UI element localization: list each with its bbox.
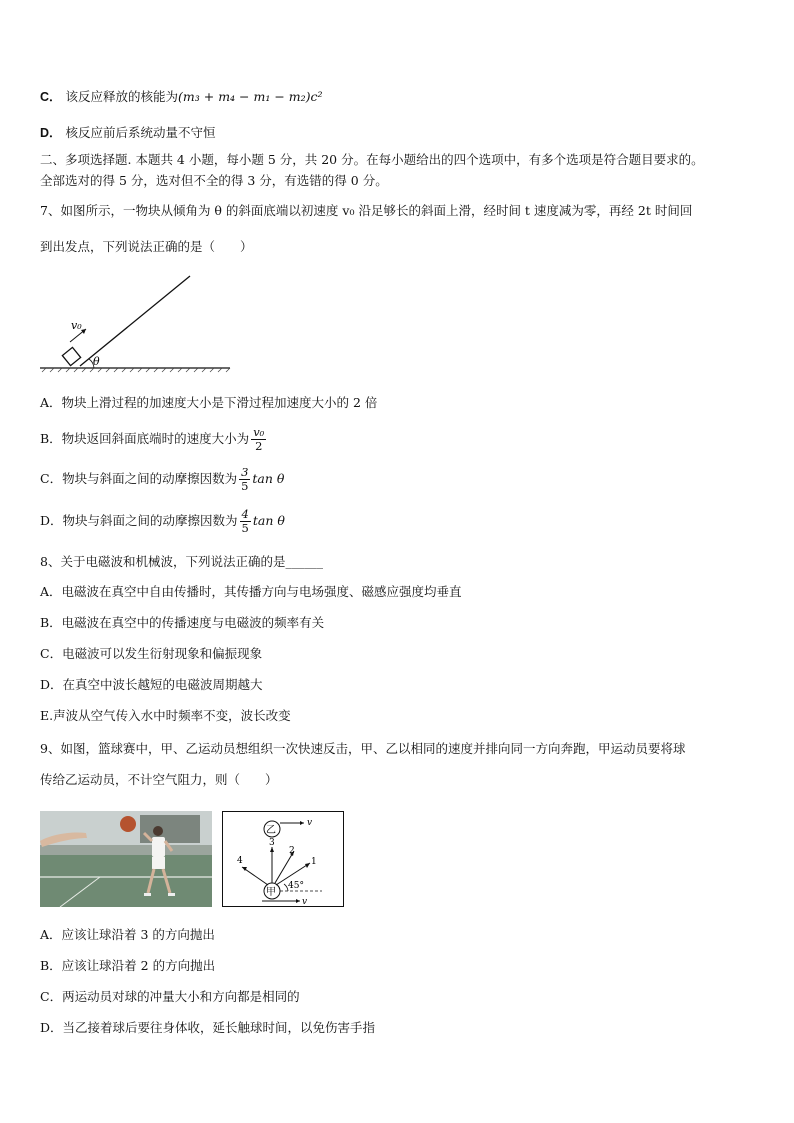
- q8-option-e: E.声波从空气传入水中时频率不变，波长改变: [40, 708, 291, 723]
- q7-option-b-text: B．物块返回斜面底端时的速度大小为: [40, 431, 250, 446]
- q9-stem-line1: 9、如图，篮球赛中，甲、乙运动员想组织一次快速反击，甲、乙以相同的速度并排向同一方向奔跑，甲运动员要将球: [40, 741, 686, 756]
- q7-option-c-text: C．物块与斜面之间的动摩擦因数为: [40, 471, 238, 486]
- q7-option-a: A．物块上滑过程的加速度大小是下滑过程加速度大小的 2 倍: [40, 395, 378, 410]
- q7-incline-figure: [38, 272, 233, 377]
- q9-direction-diagram: [222, 811, 344, 907]
- player-jia-label: 甲: [266, 887, 276, 898]
- basketball: [120, 816, 136, 832]
- q7-stem-line1: 7、如图所示，一物块从倾角为 θ 的斜面底端以初速度 v₀ 沿足够长的斜面上滑，经时间 t 速度减为零，再经 2t 时间回: [40, 203, 693, 218]
- q6-option-c-label: C．: [40, 90, 62, 104]
- section2-instruction-1: 二、多项选择题. 本题共 4 小题，每小题 5 分，共 20 分。在每小题给出的四个选项中，有多个选项是符合题目要求的。: [40, 152, 704, 167]
- jia-velocity-label: v: [302, 897, 308, 907]
- direction-3-label: 3: [269, 838, 275, 848]
- direction-4-label: 4: [237, 856, 243, 866]
- q9-option-b: B．应该让球沿着 2 的方向抛出: [40, 958, 216, 973]
- q7-option-c-tan: tan θ: [252, 471, 285, 486]
- q8-option-a: A．电磁波在真空中自由传播时，其传播方向与电场强度、磁感应强度均垂直: [40, 584, 462, 599]
- q8-option-d: D．在真空中波长越短的电磁波周期越大: [40, 677, 263, 692]
- q7-option-d-fraction: $\frac{4}{5}$: [241, 507, 249, 535]
- q9-option-a: A．应该让球沿着 3 的方向抛出: [40, 927, 215, 942]
- q7-stem-line2: 到出发点，下列说法正确的是（ ）: [40, 239, 253, 254]
- q8-option-c: C．电磁波可以发生衍射现象和偏振现象: [40, 646, 263, 661]
- q8-stem: 8、关于电磁波和机械波，下列说法正确的是______: [40, 554, 323, 569]
- angle-label: 45°: [288, 881, 304, 891]
- section2-instruction-2: 全部选对的得 5 分，选对但不全的得 3 分，有选错的得 0 分。: [40, 173, 388, 188]
- block: [62, 347, 80, 365]
- q7-option-d-tan: tan θ: [252, 513, 285, 528]
- q7-option-d: [40, 508, 285, 535]
- v0-arrowhead: [81, 329, 86, 334]
- q7-option-d-text: D．物块与斜面之间的动摩擦因数为: [40, 513, 238, 528]
- q9-option-d: D．当乙接着球后要往身体收，延长触球时间，以免伤害手指: [40, 1020, 376, 1035]
- q7-option-b: [40, 426, 268, 453]
- q7-option-b-fraction: $\frac{\text{v₀}}{2}$: [253, 425, 265, 453]
- q6-option-d-label: D．: [40, 126, 62, 140]
- incline-slope: [80, 276, 190, 366]
- q6-option-c-formula: (m₃ + m₄ − m₁ − m₂)c²: [178, 89, 323, 104]
- direction-2-label: 2: [289, 846, 295, 856]
- q7-option-c: [40, 466, 284, 493]
- q9-option-c: C．两运动员对球的冲量大小和方向都是相同的: [40, 989, 300, 1004]
- yi-velocity-label: v: [307, 818, 313, 828]
- direction-1-label: 1: [311, 857, 317, 867]
- q6-option-c: [40, 88, 323, 106]
- q7-option-c-fraction: $\frac{3}{5}$: [241, 465, 249, 493]
- player-yi-label: 乙: [266, 825, 276, 836]
- q6-option-d: [40, 124, 216, 142]
- q9-basketball-photo: [40, 811, 212, 907]
- q6-option-d-text: 核反应前后系统动量不守恒: [65, 125, 216, 140]
- v0-label: v₀: [71, 319, 82, 332]
- q8-option-b: B．电磁波在真空中的传播速度与电磁波的频率有关: [40, 615, 325, 630]
- q6-option-c-text: 该反应释放的核能为: [65, 89, 179, 104]
- theta-label: θ: [93, 355, 100, 368]
- q9-stem-line2: 传给乙运动员，不计空气阻力，则（ ）: [40, 772, 278, 787]
- photo-court: [40, 855, 212, 907]
